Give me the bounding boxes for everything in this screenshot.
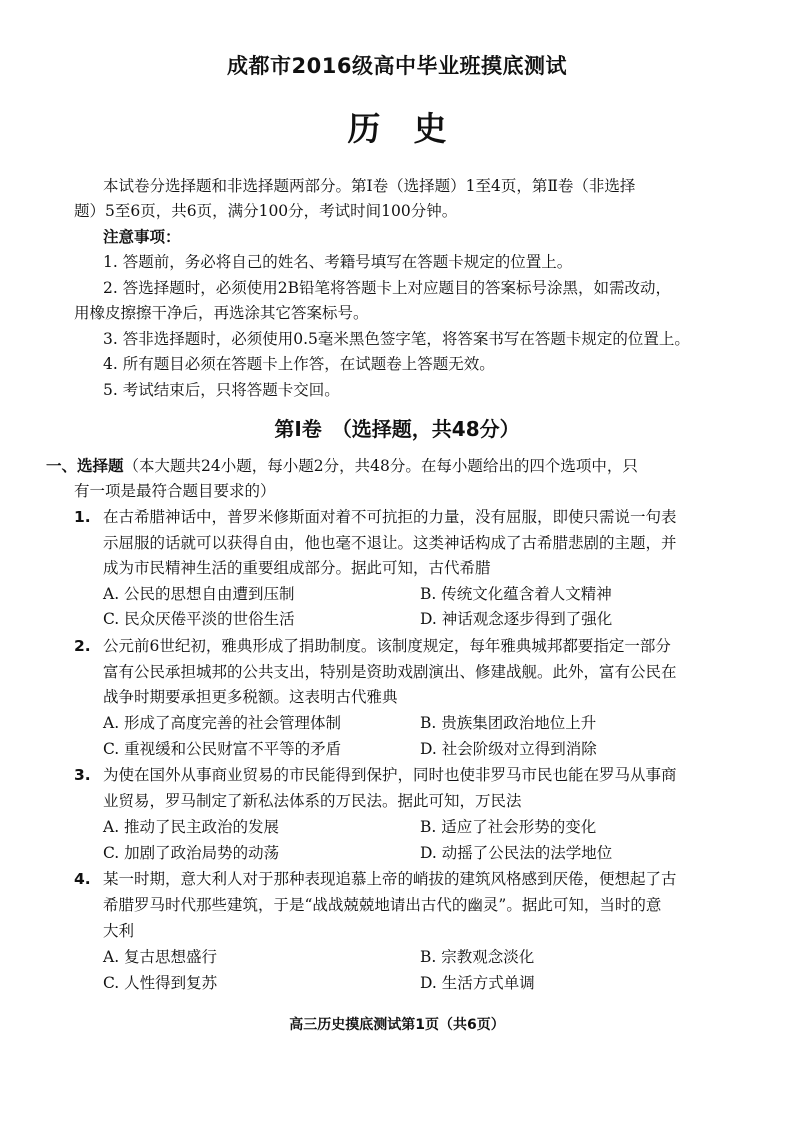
question-2-option-c: C. 重视缓和公民财富不平等的矛盾 <box>103 740 342 758</box>
question-3-option-b: B. 适应了社会形势的变化 <box>420 818 597 836</box>
question-4-option-a: A. 复古思想盛行 <box>103 948 218 966</box>
question-1-line: 示屈服的话就可以获得自由，他也毫不退让。这类神话构成了古希腊悲剧的主题，并 <box>103 534 677 552</box>
note-3: 3. 答非选择题时，必须使用0.5毫米黑色签字笔，将答案书写在答题卡规定的位置上。 <box>103 330 690 348</box>
question-3-line: 为使在国外从事商业贸易的市民能得到保护，同时也使非罗马市民也能在罗马从事商 <box>103 766 677 784</box>
question-4-line: 大利 <box>103 922 135 940</box>
question-3-option-c: C. 加剧了政治局势的动荡 <box>103 844 280 862</box>
note-2-cont: 用橡皮擦擦干净后，再选涂其它答案标号。 <box>74 304 369 322</box>
question-2-option-a: A. 形成了高度完善的社会管理体制 <box>103 714 342 732</box>
note-1: 1. 答题前，务必将自己的姓名、考籍号填写在答题卡规定的位置上。 <box>103 253 573 271</box>
notes-heading: 注意事项： <box>103 228 181 246</box>
question-2-line: 战争时期要承担更多税额。这表明古代雅典 <box>103 688 398 706</box>
exam-title: 成都市2016级高中毕业班摸底测试 <box>227 54 567 78</box>
question-1-option-a: A. 公民的思想自由遭到压制 <box>103 585 295 603</box>
question-3-option-a: A. 推动了民主政治的发展 <box>103 818 280 836</box>
question-1-line: 成为市民精神生活的重要组成部分。据此可知，古代希腊 <box>103 559 491 577</box>
question-3-option-d: D. 动摇了公民法的法学地位 <box>420 844 613 862</box>
question-2-line: 富有公民承担城邦的公共支出，特别是资助戏剧演出、修建战舰。此外，富有公民在 <box>103 663 677 681</box>
question-1-line: 在古希腊神话中，普罗米修斯面对着不可抗拒的力量，没有屈服，即使只需说一句表 <box>103 508 677 526</box>
question-4-line: 某一时期，意大利人对于那种表现追慕上帝的峭拔的建筑风格感到厌倦，便想起了古 <box>103 870 677 888</box>
question-3-number: 3. <box>74 766 91 784</box>
question-4-option-b: B. 宗教观念淡化 <box>420 948 535 966</box>
question-1-option-c: C. 民众厌倦平淡的世俗生活 <box>103 610 295 628</box>
note-5: 5. 考试结束后，只将答题卡交回。 <box>103 381 340 399</box>
question-4-option-c: C. 人性得到复苏 <box>103 974 218 992</box>
question-2-option-b: B. 贵族集团政治地位上升 <box>420 714 597 732</box>
page-footer: 高三历史摸底测试第1页（共6页） <box>289 1017 505 1033</box>
part-description <box>46 456 638 476</box>
question-4-number: 4. <box>74 870 91 888</box>
intro-line-2: 题）5至6页，共6页，满分100分，考试时间100分钟。 <box>74 202 458 220</box>
subject-title: 历 史 <box>347 109 447 148</box>
note-2: 2. 答选择题时，必须使用2B铅笔将答题卡上对应题目的答案标号涂黑，如需改动， <box>103 279 671 297</box>
question-2-number: 2. <box>74 637 91 655</box>
section-heading: 第Ⅰ卷 （选择题，共48分） <box>274 417 520 441</box>
part-label: 一、选择题 <box>46 457 124 475</box>
intro-line-1: 本试卷分选择题和非选择题两部分。第Ⅰ卷（选择题）1至4页，第Ⅱ卷（非选择 <box>103 177 636 195</box>
question-3-line: 业贸易，罗马制定了新私法体系的万民法。据此可知，万民法 <box>103 792 522 810</box>
question-2-line: 公元前6世纪初，雅典形成了捐助制度。该制度规定，每年雅典城邦都要指定一部分 <box>103 637 671 655</box>
question-1-option-d: D. 神话观念逐步得到了强化 <box>420 610 613 628</box>
question-4-line: 希腊罗马时代那些建筑，于是“战战兢兢地请出古代的幽灵”。据此可知，当时的意 <box>103 896 662 914</box>
question-1-option-b: B. 传统文化蕴含着人文精神 <box>420 585 612 603</box>
part-desc-2: 有一项是最符合题目要求的） <box>74 482 276 500</box>
note-4: 4. 所有题目必须在答题卡上作答，在试题卷上答题无效。 <box>103 355 495 373</box>
question-2-option-d: D. 社会阶级对立得到消除 <box>420 740 597 758</box>
question-4-option-d: D. 生活方式单调 <box>420 974 535 992</box>
question-1-number: 1. <box>74 508 91 526</box>
part-desc-1: （本大题共24小题，每小题2分，共48分。在每小题给出的四个选项中，只 <box>123 457 638 475</box>
